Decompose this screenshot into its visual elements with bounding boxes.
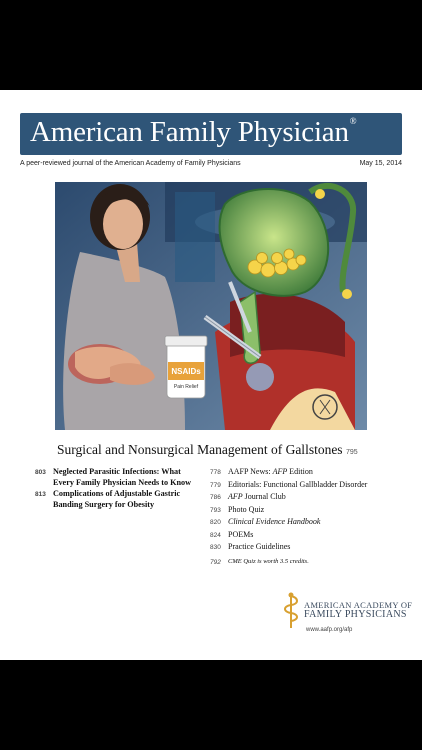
publisher-name-line2: FAMILY PHYSICIANS [304,609,407,620]
caduceus-icon [283,592,299,628]
toc-item-photo-quiz[interactable] [210,505,410,517]
publisher-url[interactable]: www.aafp.org/afp [306,627,353,633]
masthead [20,113,402,155]
toc-item-poems[interactable] [210,530,410,542]
toc-page-number: 824 [210,531,221,539]
toc-title: CME Quiz is worth 3.5 credits. [228,557,309,565]
bottle-sublabel: Pain Relief [173,384,199,390]
toc-item-journal-club[interactable] [210,492,410,504]
headline-text: Surgical and Nonsurgical Management of Gallstones [57,442,343,457]
department-list [210,467,410,569]
toc-page-number: 786 [210,494,221,501]
cover-headline[interactable] [57,442,358,458]
toc-page-number: 813 [35,491,46,498]
journal-tagline: A peer-reviewed journal of the American Academy of Family Physicians [20,160,241,167]
publisher-logo [283,592,412,628]
toc-title-part: Edition [287,467,313,476]
toc-title: Complications of Adjustable Gastric Banding Surgery for Obesity [53,489,181,509]
toc-item-aafp-news[interactable] [210,467,410,479]
toc-item-evidence-handbook[interactable] [210,517,410,529]
toc-title-part: AAFP News: [228,467,273,476]
headline-page-number: 795 [345,449,358,456]
issue-date: May 15, 2014 [359,160,402,167]
toc-title-italic: Clinical Evidence Handbook [228,517,321,526]
registered-mark: ® [349,116,357,126]
toc-title-italic: AFP [228,492,243,501]
publisher-name-line1: AMERICAN ACADEMY OF [304,600,413,610]
bottle-label: NSAIDs [171,367,201,376]
toc-item-practice-guidelines[interactable] [210,542,410,554]
toc-title: Neglected Parasitic Infections: What Every Family Physician Needs to Know [53,467,192,487]
toc-title: Practice Guidelines [228,542,291,551]
toc-item-feature-1[interactable] [35,467,200,488]
toc-page-number: 778 [210,469,221,476]
toc-page-number: 803 [35,469,46,476]
featured-articles [35,467,200,511]
journal-title: American Family Physician [30,116,349,148]
toc-page-number: 779 [210,481,221,489]
cover-illustration [55,182,367,430]
toc-title: Photo Quiz [228,504,265,514]
magazine-cover-page [0,90,422,660]
toc-title-italic: AFP [272,467,288,476]
toc-item-cme-quiz[interactable] [210,557,410,569]
toc-title: Editorials: Functional Gallbladder Disorder [228,479,368,489]
toc-page-number: 793 [210,506,221,514]
toc-page-number: 830 [210,544,221,551]
toc-page-number: 820 [210,519,221,526]
toc-item-editorials[interactable] [210,480,410,492]
toc-item-feature-2[interactable] [35,489,200,510]
toc-page-number: 792 [210,558,221,566]
toc-title: POEMs [228,529,254,539]
toc-title-part: Journal Club [242,492,286,501]
